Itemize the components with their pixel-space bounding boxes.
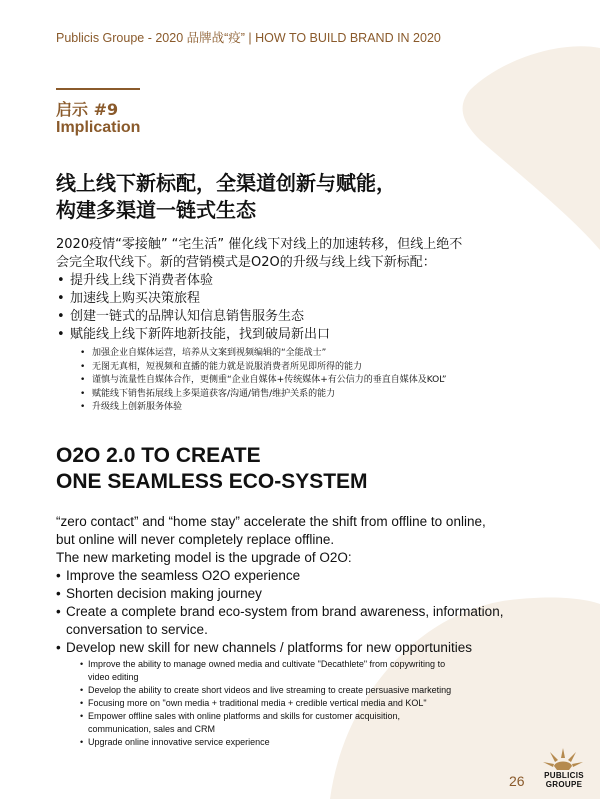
en-bullet-line: • Create a complete brand eco-system from brand awareness, information, — [66, 604, 504, 619]
cn-intro-line: 会完全取代线下。新的营销模式是O2O的升级与线上线下新标配： — [56, 255, 436, 270]
cn-title-line: 构建多渠道一链式生态 — [56, 198, 256, 222]
cn-bullet-list — [56, 272, 556, 344]
cn-title-line: 线上线下新标配，全渠道创新与赋能， — [56, 171, 396, 195]
cn-sub-bullet: • 无图无真相，短视频和直播的能力就是说服消费者所见即所得的能力 — [56, 361, 556, 375]
en-sub-bullet-line: • Improve the ability to manage owned media and cultivate "Decathlete" from copywriting to — [88, 659, 446, 669]
en-sub-bullet — [56, 710, 576, 736]
en-bullet-line: • Develop new skill for new channels / platforms for new opportunities — [66, 640, 472, 655]
en-sub-bullet-line: • Focusing more on "own media + traditional media + credible vertical media and KOL" — [88, 698, 427, 708]
en-bullet-line: • Improve the seamless O2O experience — [66, 568, 301, 583]
cn-sub-bullet-list — [56, 347, 556, 415]
en-sub-bullet-list — [56, 658, 576, 749]
page-number: 26 — [509, 773, 525, 789]
en-sub-bullet-line: communication, sales and CRM — [88, 724, 216, 734]
header-divider — [56, 88, 140, 90]
en-intro-line: but online will never completely replace offline. — [56, 532, 335, 547]
en-intro-line: “zero contact” and “home stay” accelerate the shift from offline to online, — [56, 514, 486, 529]
cn-bullet: • 赋能线上线下新阵地新技能，找到破局新出口 — [56, 326, 556, 344]
en-bullet — [56, 585, 576, 603]
en-bullet — [56, 603, 576, 639]
en-sub-bullet — [56, 658, 576, 684]
cn-intro — [56, 236, 556, 272]
en-sub-bullet — [56, 697, 576, 710]
en-bullet — [56, 567, 576, 585]
cn-bullet: • 加速线上购买决策旅程 — [56, 290, 556, 308]
cn-intro-line: 2020疫情“零接触” “宅生活” 催化线下对线上的加速转移，但线上绝不 — [56, 237, 463, 252]
en-sub-bullet-line: • Develop the ability to create short videos and live streaming to create persuasive marketing — [88, 685, 452, 695]
en-section-title — [56, 443, 368, 495]
cn-sub-bullet: • 加强企业自媒体运营，培养从文案到视频编辑的“全能战士” — [56, 347, 556, 361]
publicis-logo-text — [536, 771, 592, 789]
logo-line: GROUPE — [545, 780, 583, 789]
en-intro-line: The new marketing model is the upgrade of O2O: — [56, 550, 352, 565]
en-sub-bullet-line: video editing — [88, 672, 139, 682]
implication-label-en: Implication — [56, 119, 141, 136]
cn-bullet: • 创建一链式的品牌认知信息销售服务生态 — [56, 308, 556, 326]
logo-line: PUBLICIS — [544, 771, 584, 780]
en-bullet-line: conversation to service. — [66, 622, 208, 637]
cn-section-body — [56, 236, 556, 415]
en-sub-bullet-line: • Upgrade online innovative service experience — [88, 737, 270, 747]
cn-bullet: • 提升线上线下消费者体验 — [56, 272, 556, 290]
page-header: Publicis Groupe - 2020 品牌战“疫” | HOW TO BUILD BRAND IN 2020 — [56, 31, 441, 45]
en-title-line: O2O 2.0 TO CREATE — [56, 444, 261, 467]
en-sub-bullet-line: • Empower offline sales with online platforms and skills for customer acquisition, — [88, 711, 400, 721]
en-sub-bullet — [56, 684, 576, 697]
en-bullet-list — [56, 567, 576, 657]
en-sub-bullet — [56, 736, 576, 749]
cn-sub-bullet: • 谨慎与流量性自媒体合作，更侧重“企业自媒体+传统媒体+有公信力的垂直自媒体及KOL” — [56, 374, 556, 388]
en-bullet-line: • Shorten decision making journey — [66, 586, 262, 601]
cn-section-title — [56, 170, 396, 224]
implication-label-cn: 启示 #9 — [56, 100, 119, 119]
cn-sub-bullet: • 赋能线下销售拓展线上多渠道获客/沟通/销售/维护关系的能力 — [56, 388, 556, 402]
en-intro — [56, 513, 576, 567]
en-section-body — [56, 513, 576, 749]
en-bullet — [56, 639, 576, 657]
en-title-line: ONE SEAMLESS ECO-SYSTEM — [56, 470, 368, 493]
cn-sub-bullet: • 升级线上创新服务体验 — [56, 401, 556, 415]
